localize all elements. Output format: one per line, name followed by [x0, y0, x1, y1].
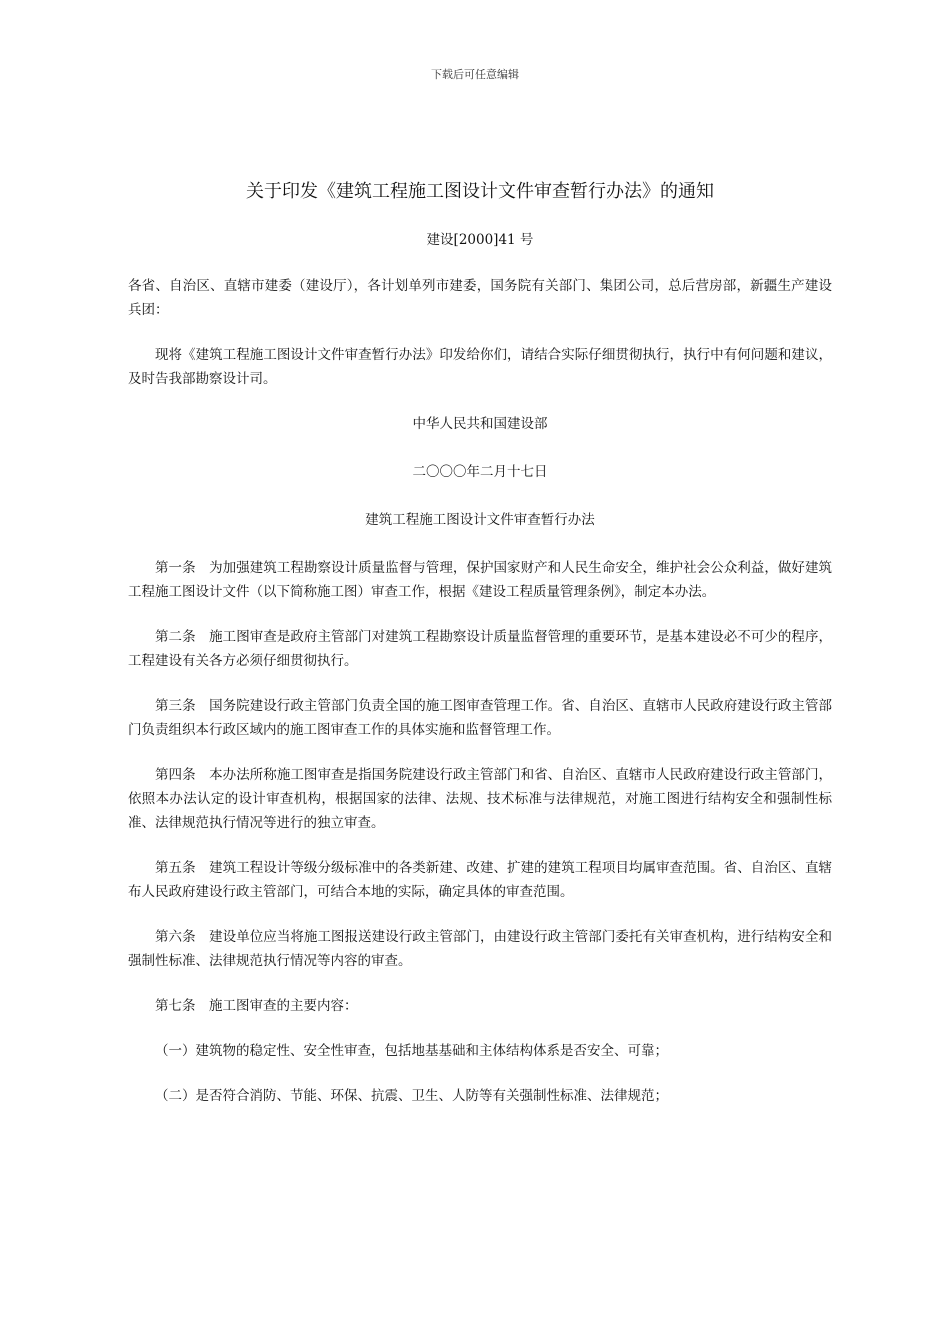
- article-number: 第六条: [155, 929, 196, 945]
- issuer: 中华人民共和国建设部: [412, 416, 548, 432]
- article-number: 第五条: [155, 860, 196, 876]
- measures-subtitle: 建筑工程施工图设计文件审查暂行办法: [365, 512, 595, 528]
- article-3: [128, 694, 832, 742]
- article-text: 建设单位应当将施工图报送建设行政主管部门，由建设行政主管部门委托有关审查机构，进行结构安全和强制性标准、法律规范执行情况等内容的审查。: [128, 929, 832, 969]
- article-4: [128, 763, 832, 835]
- article-7: [128, 994, 832, 1018]
- article-number: 第七条: [155, 998, 196, 1014]
- article-text: 施工图审查是政府主管部门对建筑工程勘察设计质量监督管理的重要环节，是基本建设必不可少的程序，工程建设有关各方必须仔细贯彻执行。: [128, 629, 832, 669]
- article-1: [128, 556, 832, 604]
- document-body: [128, 178, 832, 1129]
- addressee-paragraph: 各省、自治区、直辖市建委（建设厅），各计划单列市建委，国务院有关部门、集团公司，总后营房部，新疆生产建设兵团：: [128, 278, 832, 318]
- article-text: 为加强建筑工程勘察设计质量监督与管理，保护国家财产和人民生命安全，维护社会公众利益，做好建筑工程施工图设计文件（以下简称施工图）审查工作，根据《建设工程质量管理条例》，制定本办法。: [128, 560, 832, 600]
- article-number: 第四条: [155, 767, 196, 783]
- list-item: （二）是否符合消防、节能、环保、抗震、卫生、人防等有关强制性标准、法律规范；: [155, 1088, 668, 1104]
- article-text: 施工图审查的主要内容：: [209, 998, 358, 1014]
- article-number: 第一条: [155, 560, 196, 576]
- article-6: [128, 925, 832, 973]
- issue-date: 二〇〇〇年二月十七日: [412, 464, 548, 480]
- article-5: [128, 856, 832, 904]
- intro-paragraph: 现将《建筑工程施工图设计文件审查暂行办法》印发给你们，请结合实际仔细贯彻执行，执行中有何问题和建议，及时告我部勘察设计司。: [128, 347, 832, 387]
- list-item: （一）建筑物的稳定性、安全性审查，包括地基基础和主体结构体系是否安全、可靠；: [155, 1043, 668, 1059]
- article-text: 本办法所称施工图审查是指国务院建设行政主管部门和省、自治区、直辖市人民政府建设行政主管部门，依照本办法认定的设计审查机构，根据国家的法律、法规、技术标准与法律规范，对施工图进行结构安全和强制性标准、法律规范执行情况等进行的独立审查。: [128, 767, 832, 831]
- article-number: 第二条: [155, 629, 196, 645]
- article-2: [128, 625, 832, 673]
- article-number: 第三条: [155, 698, 196, 714]
- article-text: 建筑工程设计等级分级标准中的各类新建、改建、扩建的建筑工程项目均属审查范围。省、自治区、直辖布人民政府建设行政主管部门，可结合本地的实际，确定具体的审查范围。: [128, 860, 832, 900]
- document-title: 关于印发《建筑工程施工图设计文件审查暂行办法》的通知: [246, 181, 714, 202]
- document-number: 建设[2000]41 号: [426, 232, 534, 248]
- article-text: 国务院建设行政主管部门负责全国的施工图审查管理工作。省、自治区、直辖市人民政府建设行政主管部门负责组织本行政区域内的施工图审查工作的具体实施和监督管理工作。: [128, 698, 832, 738]
- header-note: 下载后可任意编辑: [431, 68, 519, 81]
